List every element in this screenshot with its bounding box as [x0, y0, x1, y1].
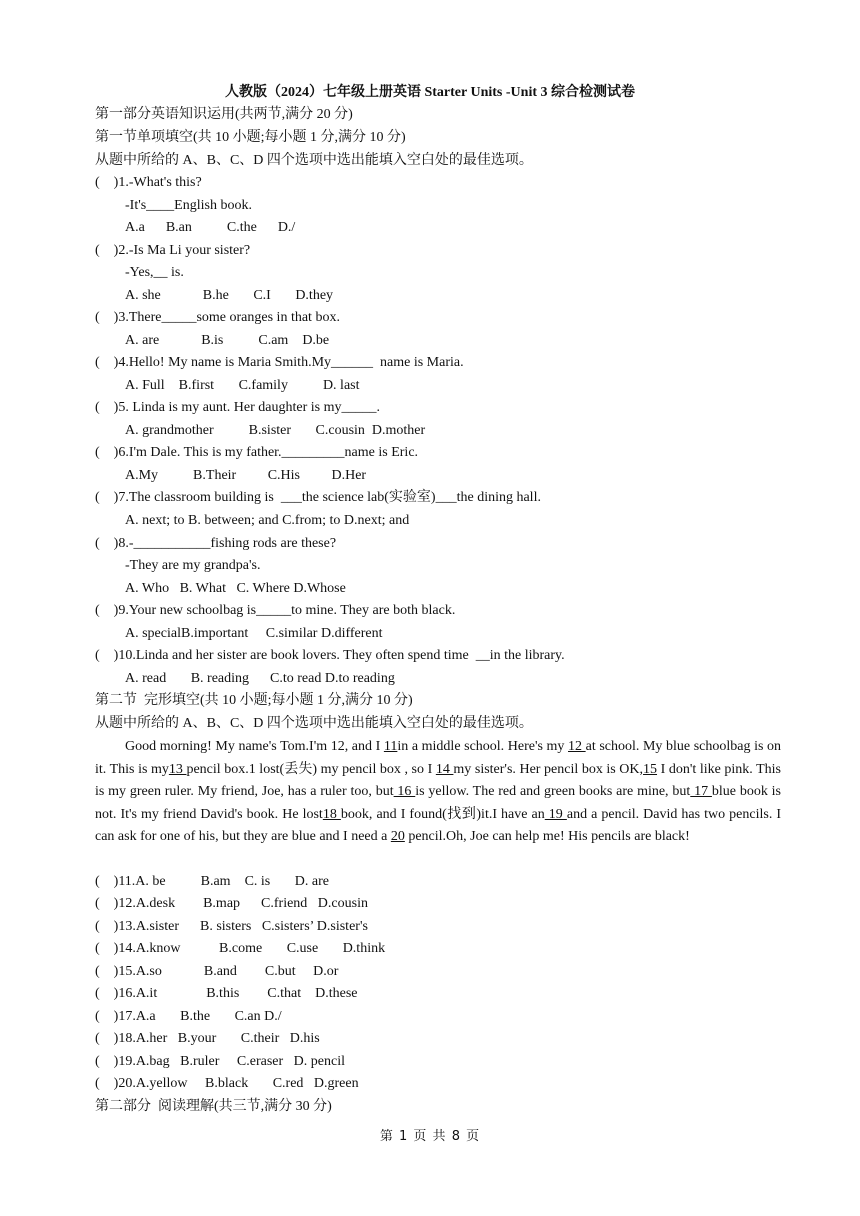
cloze-blank: 18	[322, 806, 341, 822]
passage-text: Good morning! My name's Tom.I'm 12, and I	[125, 739, 384, 754]
question-5-options: A. grandmother B.sister C.cousin D.mother	[125, 423, 426, 438]
question-10-options: A. read B. reading C.to read D.to reading	[125, 671, 395, 686]
question-1: ( )1.-What's this?	[95, 175, 202, 190]
passage-text: I don't like pink. This is my green ruler. My friend, Joe, has a ruler too, but	[95, 761, 782, 799]
passage-text: pencil box.1 lost(丢失) my pencil box , so I	[186, 761, 436, 777]
cloze-blank: 19	[544, 806, 567, 822]
passage-text: is yellow. The red and green books are mine, but	[415, 784, 691, 799]
section2-heading: 第二节 完形填空(共 10 小题;每小题 1 分,满分 10 分)	[95, 693, 413, 708]
question-6: ( )6.I'm Dale. This is my father._________name is Eric.	[95, 445, 419, 460]
passage-text: my sister's. Her pencil box is OK,	[453, 761, 644, 777]
question-10: ( )10.Linda and her sister are book lovers. They often spend time __in the library.	[95, 648, 565, 663]
question-9-options: A. specialB.important C.similar D.different	[125, 626, 383, 641]
question-8-dialogue: -They are my grandpa's.	[125, 558, 261, 573]
question-2-dialogue: -Yes,__ is.	[125, 265, 184, 280]
cloze-question-15: ( )15.A.so B.and C.but D.or	[95, 964, 339, 979]
question-4-options: A. Full B.first C.family D. last	[125, 378, 360, 393]
question-3: ( )3.There_____some oranges in that box.	[95, 310, 340, 325]
passage-text: blue book is not. It's my friend David's book. He lost	[95, 784, 782, 822]
cloze-question-13: ( )13.A.sister B. sisters C.sisters’ D.sister's	[95, 919, 368, 934]
part1-heading: 第一部分英语知识运用(共两节,满分 20 分)	[95, 107, 353, 122]
cloze-question-16: ( )16.A.it B.this C.that D.these	[95, 986, 358, 1001]
cloze-question-18: ( )18.A.her B.your C.their D.his	[95, 1031, 320, 1046]
question-8-options: A. Who B. What C. Where D.Whose	[125, 581, 346, 596]
question-4: ( )4.Hello! My name is Maria Smith.My______ name is Maria.	[95, 355, 464, 370]
cloze-question-14: ( )14.A.know B.come C.use D.think	[95, 941, 386, 956]
question-3-options: A. are B.is C.am D.be	[125, 333, 330, 348]
section1-heading: 第一节单项填空(共 10 小题;每小题 1 分,满分 10 分)	[95, 130, 406, 145]
question-2-options: A. she B.he C.I D.they	[125, 288, 334, 303]
passage-text: at school. My blue schoolbag is on it. This is my	[95, 739, 781, 777]
passage-text: book, and I found(找到)it.I have an	[340, 806, 545, 822]
cloze-blank: 11	[383, 739, 398, 754]
page-footer: 第 1 页 共 8 页	[379, 1129, 481, 1144]
document-title: 人教版（2024）七年级上册英语 Starter Units -Unit 3 综合检测试卷	[224, 85, 635, 100]
passage-text: pencil.Oh, Joe can help me! His pencils are black!	[404, 829, 690, 844]
section1-instruction: 从题中所给的 A、B、C、D 四个选项中选出能填入空白处的最佳选项。	[95, 153, 533, 168]
question-6-options: A.My B.Their C.His D.Her	[125, 468, 367, 483]
cloze-blank: 20	[390, 829, 405, 844]
cloze-blank: 15	[643, 761, 658, 777]
cloze-blank: 12	[568, 739, 586, 754]
part2-heading: 第二部分 阅读理解(共三节,满分 30 分)	[95, 1099, 332, 1114]
question-7-options: A. next; to B. between; and C.from; to D.next; and	[125, 513, 410, 528]
question-1-dialogue: -It's____English book.	[125, 198, 252, 213]
cloze-question-17: ( )17.A.a B.the C.an D./	[95, 1009, 282, 1024]
question-1-options: A.a B.an C.the D./	[125, 220, 296, 235]
cloze-question-20: ( )20.A.yellow B.black C.red D.green	[95, 1076, 359, 1091]
cloze-question-11: ( )11.A. be B.am C. is D. are	[95, 874, 329, 889]
passage-text: and a pencil. David has two pencils. I can ask for one of his, but they are blue and I need a	[95, 806, 782, 844]
question-5: ( )5. Linda is my aunt. Her daughter is my_____.	[95, 400, 381, 415]
question-7: ( )7.The classroom building is ___the science lab(实验室)___the dining hall.	[95, 490, 541, 505]
cloze-passage	[95, 736, 781, 849]
cloze-question-12: ( )12.A.desk B.map C.friend D.cousin	[95, 896, 368, 911]
cloze-blank: 16	[393, 784, 416, 799]
section2-instruction: 从题中所给的 A、B、C、D 四个选项中选出能填入空白处的最佳选项。	[95, 716, 533, 731]
passage-text: in a middle school. Here's my	[397, 739, 569, 754]
cloze-blank: 17	[690, 784, 712, 799]
question-8: ( )8.-___________fishing rods are these?	[95, 536, 337, 551]
question-2: ( )2.-Is Ma Li your sister?	[95, 243, 251, 258]
cloze-question-19: ( )19.A.bag B.ruler C.eraser D. pencil	[95, 1054, 345, 1069]
cloze-blank: 13	[168, 761, 187, 777]
question-9: ( )9.Your new schoolbag is_____to mine. They are both black.	[95, 603, 456, 618]
cloze-blank: 14	[435, 761, 454, 777]
